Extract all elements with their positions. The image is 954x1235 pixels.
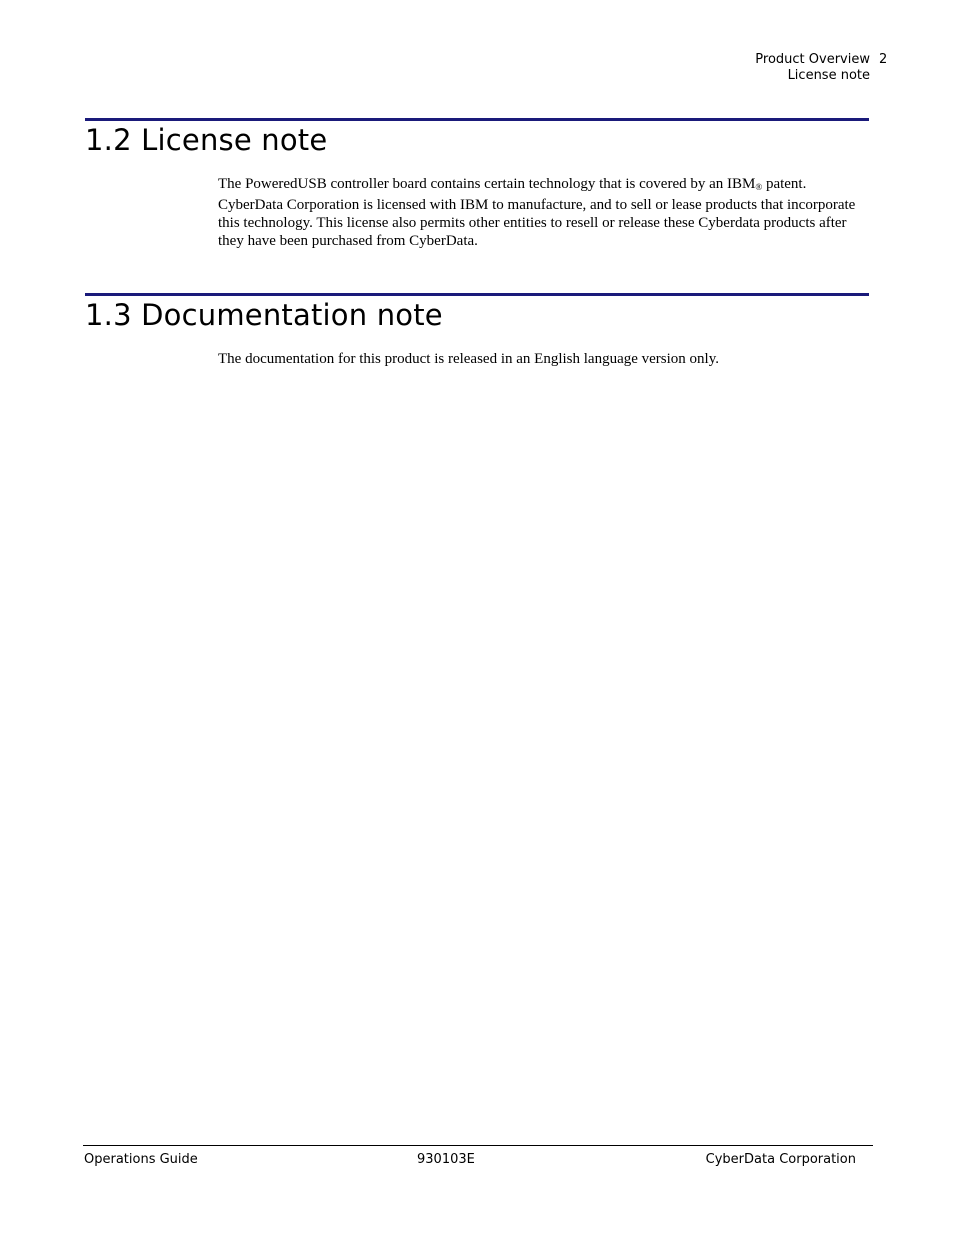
footer-rule [83, 1145, 873, 1146]
header-section: License note [787, 68, 870, 83]
header-chapter: Product Overview [755, 52, 870, 67]
section-title-documentation: 1.3 Documentation note [85, 298, 443, 332]
license-text-start: The PoweredUSB controller board contains certain technology that is covered by an IBM [218, 176, 756, 192]
header-line-chapter [755, 52, 888, 68]
footer-right: CyberData Corporation [705, 1152, 856, 1167]
section-rule-license [85, 118, 869, 121]
footer-left: Operations Guide [84, 1152, 198, 1167]
section-rule-documentation [85, 293, 869, 296]
section-title-license: 1.2 License note [85, 123, 328, 157]
license-text-end: patent. CyberData Corporation is licensed with IBM to manufacture, and to sell or lease products that incorporate this technology. This license also permits other entities to resell or release these Cyberdata products after they have been purchased from CyberData. [218, 176, 856, 249]
header-page-number: 2 [879, 52, 888, 67]
footer-center: 930103E [417, 1152, 475, 1167]
license-paragraph [218, 175, 868, 250]
documentation-paragraph: The documentation for this product is released in an English language version only. [218, 351, 719, 367]
running-header [755, 52, 888, 84]
registered-mark: ® [755, 182, 763, 192]
